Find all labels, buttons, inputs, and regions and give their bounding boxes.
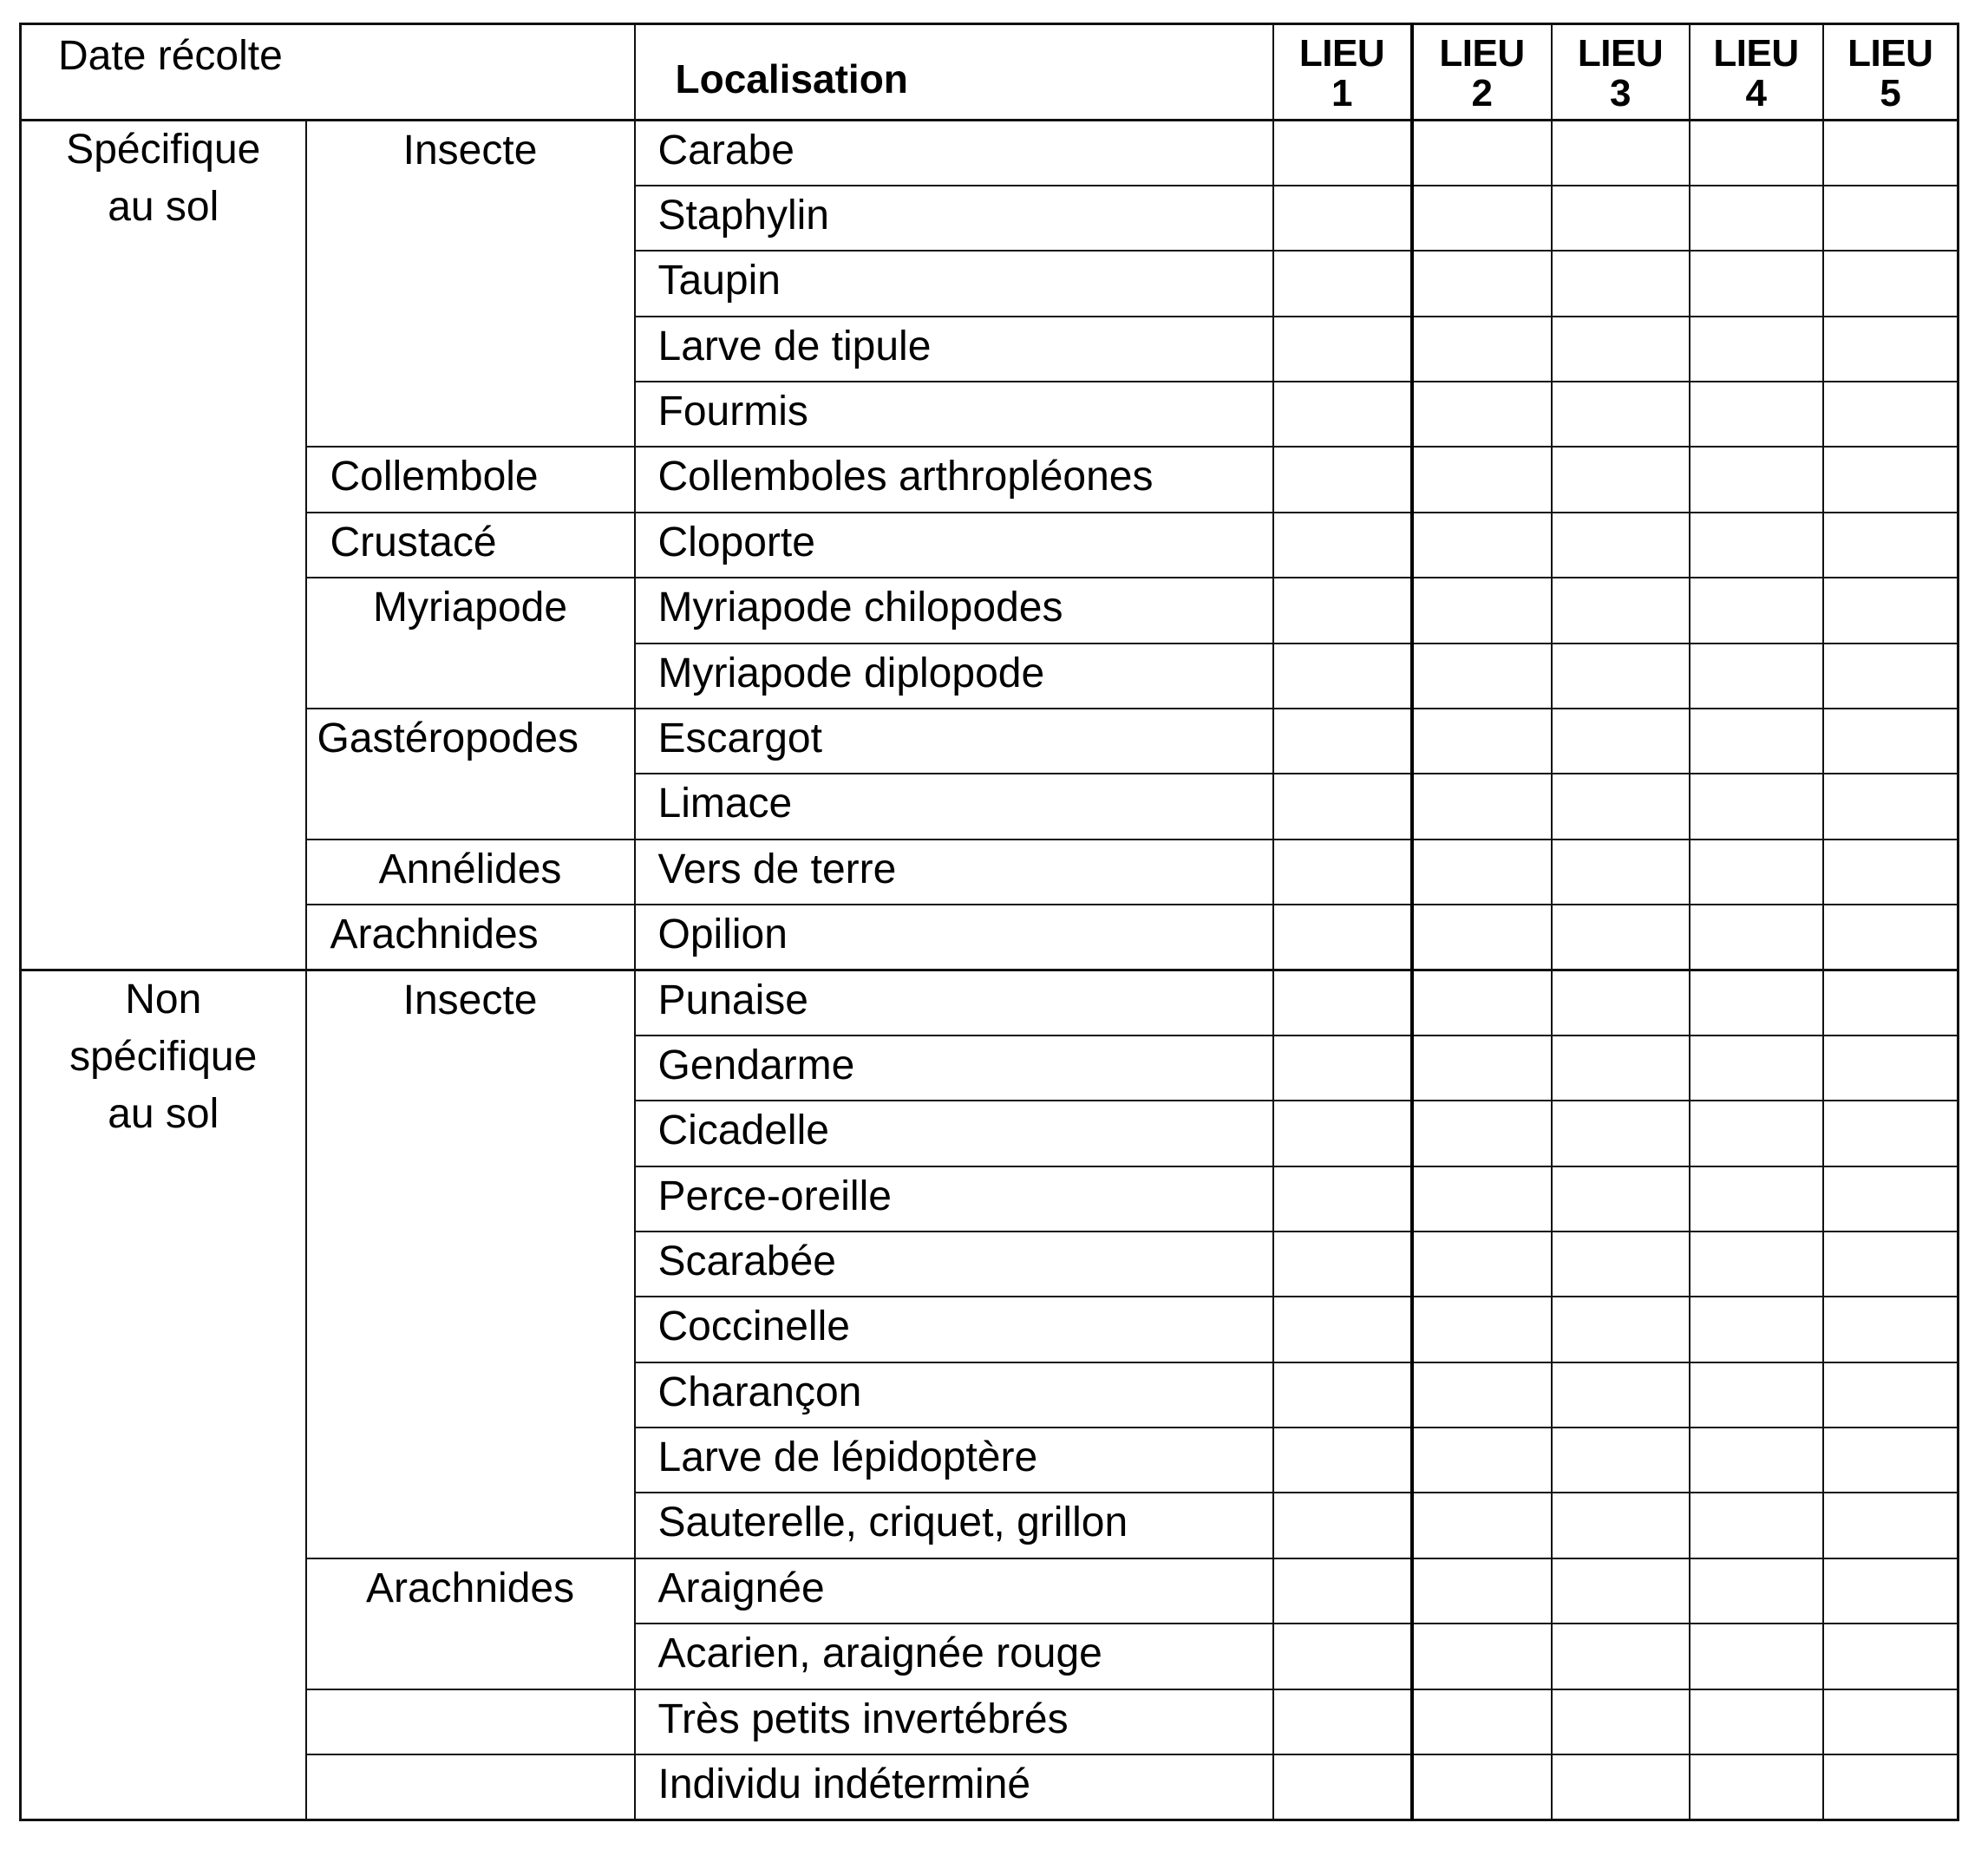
count-cell-lieu-3[interactable] [1552,317,1690,382]
site-number: 3 [1610,72,1631,114]
count-cell-lieu-2[interactable] [1412,121,1552,186]
species-label: Gendarme [657,1042,855,1088]
count-cell-lieu-2[interactable] [1412,1166,1552,1232]
site-heading [1553,25,1689,114]
count-cell-lieu-2[interactable] [1412,1362,1552,1428]
species-label: Myriapode chilopodes [657,585,1063,631]
count-cell-lieu-3[interactable] [1552,251,1690,316]
species-label: Cicadelle [657,1107,829,1154]
count-cell-lieu-3[interactable] [1552,1232,1690,1297]
count-cell-lieu-2[interactable] [1412,1297,1552,1362]
count-cell-lieu-3[interactable] [1552,905,1690,970]
group-label-line: au sol [108,1090,219,1137]
count-cell-lieu-2[interactable] [1412,644,1552,709]
count-cell-lieu-5[interactable] [1823,644,1959,709]
count-cell-lieu-4[interactable] [1690,840,1823,905]
group-cell [21,970,306,1820]
count-cell-lieu-4[interactable] [1690,121,1823,186]
count-cell-lieu-3[interactable] [1552,1166,1690,1232]
count-cell-lieu-4[interactable] [1690,382,1823,447]
group-cell [21,121,306,970]
count-cell-lieu-5[interactable] [1823,513,1959,578]
count-cell-lieu-4[interactable] [1690,1166,1823,1232]
site-label: LIEU [1577,32,1664,75]
count-cell-lieu-3[interactable] [1552,840,1690,905]
count-cell-lieu-5[interactable] [1823,1558,1959,1624]
count-cell-lieu-4[interactable] [1690,1689,1823,1754]
count-cell-lieu-3[interactable] [1552,121,1690,186]
count-cell-lieu-1[interactable] [1273,1689,1412,1754]
species-label: Limace [657,781,793,827]
count-cell-lieu-4[interactable] [1690,1754,1823,1820]
count-cell-lieu-4[interactable] [1690,1036,1823,1101]
count-cell-lieu-2[interactable] [1412,578,1552,643]
site-heading [1414,25,1551,114]
site-label: LIEU [1439,32,1525,75]
species-cell [635,905,1273,970]
category-label: Annélides [378,846,562,892]
count-cell-lieu-3[interactable] [1552,644,1690,709]
count-cell-lieu-5[interactable] [1823,1166,1959,1232]
category-cell [306,121,635,448]
species-cell [635,447,1273,512]
count-cell-lieu-5[interactable] [1823,1493,1959,1558]
count-cell-lieu-5[interactable] [1823,1362,1959,1428]
species-cell [635,121,1273,186]
species-cell [635,1428,1273,1493]
species-cell [635,840,1273,905]
count-cell-lieu-4[interactable] [1690,1558,1823,1624]
count-cell-lieu-1[interactable] [1273,840,1412,905]
count-cell-lieu-1[interactable] [1273,1558,1412,1624]
count-cell-lieu-3[interactable] [1552,1558,1690,1624]
count-cell-lieu-5[interactable] [1823,317,1959,382]
count-cell-lieu-4[interactable] [1690,1428,1823,1493]
group-label [22,121,305,236]
category-label: Crustacé [330,519,497,565]
count-cell-lieu-5[interactable] [1823,774,1959,839]
count-cell-lieu-1[interactable] [1273,1232,1412,1297]
site-number: 2 [1471,72,1493,114]
species-label: Cloporte [657,519,815,565]
count-cell-lieu-4[interactable] [1690,513,1823,578]
count-cell-lieu-3[interactable] [1552,1689,1690,1754]
species-label: Scarabée [657,1238,836,1284]
count-cell-lieu-4[interactable] [1690,1362,1823,1428]
species-label: Opilion [657,911,788,957]
count-cell-lieu-1[interactable] [1273,1036,1412,1101]
species-cell [635,1624,1273,1689]
count-cell-lieu-1[interactable] [1273,1297,1412,1362]
count-cell-lieu-2[interactable] [1412,1101,1552,1166]
count-cell-lieu-5[interactable] [1823,970,1959,1035]
species-cell [635,970,1273,1035]
species-cell [635,1036,1273,1101]
table-row [21,1558,1959,1624]
site-number: 4 [1745,72,1767,114]
count-cell-lieu-2[interactable] [1412,447,1552,512]
table-row [21,447,1959,512]
count-cell-lieu-1[interactable] [1273,317,1412,382]
collection-table [19,23,1959,1821]
count-cell-lieu-5[interactable] [1823,447,1959,512]
header-row [21,24,1959,121]
species-cell [635,317,1273,382]
site-header-2 [1412,24,1552,121]
group-label-line: Non [125,976,202,1023]
count-cell-lieu-1[interactable] [1273,644,1412,709]
table-body [21,121,1959,1820]
count-cell-lieu-5[interactable] [1823,186,1959,251]
species-cell [635,1558,1273,1624]
count-cell-lieu-3[interactable] [1552,382,1690,447]
site-number: 1 [1331,72,1352,114]
count-cell-lieu-3[interactable] [1552,447,1690,512]
count-cell-lieu-1[interactable] [1273,1166,1412,1232]
species-cell [635,1166,1273,1232]
species-label: Perce-oreille [657,1173,892,1219]
count-cell-lieu-4[interactable] [1690,578,1823,643]
count-cell-lieu-5[interactable] [1823,905,1959,970]
species-cell [635,1493,1273,1558]
species-cell [635,1297,1273,1362]
count-cell-lieu-1[interactable] [1273,382,1412,447]
count-cell-lieu-4[interactable] [1690,447,1823,512]
count-cell-lieu-5[interactable] [1823,709,1959,774]
localisation-header-cell [635,24,1273,121]
category-label: Insecte [402,127,538,173]
species-label: Escargot [657,715,822,761]
species-label: Sauterelle, criquet, grillon [657,1499,1128,1546]
count-cell-lieu-4[interactable] [1690,1101,1823,1166]
count-cell-lieu-2[interactable] [1412,186,1552,251]
count-cell-lieu-4[interactable] [1690,774,1823,839]
count-cell-lieu-5[interactable] [1823,382,1959,447]
site-heading [1690,25,1822,114]
species-cell [635,774,1273,839]
category-cell [306,905,635,970]
table-row [21,840,1959,905]
count-cell-lieu-2[interactable] [1412,774,1552,839]
species-label: Charançon [657,1369,862,1415]
count-cell-lieu-5[interactable] [1823,1232,1959,1297]
species-cell [635,1362,1273,1428]
count-cell-lieu-4[interactable] [1690,1624,1823,1689]
count-cell-lieu-2[interactable] [1412,1754,1552,1820]
count-cell-lieu-2[interactable] [1412,1624,1552,1689]
count-cell-lieu-3[interactable] [1552,1754,1690,1820]
species-label: Punaise [657,977,808,1023]
count-cell-lieu-1[interactable] [1273,1624,1412,1689]
count-cell-lieu-1[interactable] [1273,1101,1412,1166]
category-label: Gastéropodes [317,715,579,761]
count-cell-lieu-1[interactable] [1273,970,1412,1035]
species-label: Acarien, araignée rouge [657,1630,1102,1677]
count-cell-lieu-3[interactable] [1552,970,1690,1035]
count-cell-lieu-3[interactable] [1552,1624,1690,1689]
species-label: Vers de terre [657,846,897,892]
count-cell-lieu-1[interactable] [1273,578,1412,643]
count-cell-lieu-2[interactable] [1412,1689,1552,1754]
count-cell-lieu-1[interactable] [1273,1362,1412,1428]
species-label: Taupin [657,258,781,304]
date-label: Date récolte [58,33,283,79]
count-cell-lieu-2[interactable] [1412,1558,1552,1624]
count-cell-lieu-5[interactable] [1823,1754,1959,1820]
species-label: Larve de lépidoptère [657,1434,1038,1480]
category-cell [306,1689,635,1754]
count-cell-lieu-3[interactable] [1552,709,1690,774]
count-cell-lieu-5[interactable] [1823,578,1959,643]
count-cell-lieu-1[interactable] [1273,251,1412,316]
category-label: Insecte [402,977,538,1023]
count-cell-lieu-5[interactable] [1823,1297,1959,1362]
site-heading [1824,25,1958,114]
species-label: Larve de tipule [657,323,932,369]
species-cell [635,186,1273,251]
table-row [21,905,1959,970]
count-cell-lieu-2[interactable] [1412,1493,1552,1558]
count-cell-lieu-4[interactable] [1690,186,1823,251]
category-cell [306,447,635,512]
table-row [21,1754,1959,1820]
site-header-3 [1552,24,1690,121]
count-cell-lieu-2[interactable] [1412,1036,1552,1101]
count-cell-lieu-3[interactable] [1552,1036,1690,1101]
category-cell [306,709,635,840]
site-header-1 [1273,24,1412,121]
count-cell-lieu-1[interactable] [1273,1493,1412,1558]
species-cell [635,513,1273,578]
site-label: LIEU [1298,32,1385,75]
count-cell-lieu-2[interactable] [1412,382,1552,447]
count-cell-lieu-3[interactable] [1552,578,1690,643]
group-label-line: au sol [108,184,219,230]
count-cell-lieu-5[interactable] [1823,1428,1959,1493]
species-label: Fourmis [657,389,808,434]
date-header-cell [21,24,635,121]
count-cell-lieu-1[interactable] [1273,447,1412,512]
count-cell-lieu-1[interactable] [1273,1428,1412,1493]
count-cell-lieu-4[interactable] [1690,1297,1823,1362]
species-label: Collemboles arthropléones [657,454,1154,500]
category-cell [306,578,635,709]
species-cell [635,251,1273,316]
category-cell [306,1754,635,1820]
species-label: Carabe [657,127,795,173]
count-cell-lieu-1[interactable] [1273,513,1412,578]
count-cell-lieu-1[interactable] [1273,1754,1412,1820]
localisation-label: Localisation [675,56,908,101]
count-cell-lieu-5[interactable] [1823,840,1959,905]
count-cell-lieu-2[interactable] [1412,317,1552,382]
category-cell [306,840,635,905]
count-cell-lieu-3[interactable] [1552,1362,1690,1428]
count-cell-lieu-4[interactable] [1690,709,1823,774]
species-cell [635,644,1273,709]
count-cell-lieu-5[interactable] [1823,1101,1959,1166]
site-header-4 [1690,24,1823,121]
species-cell [635,1232,1273,1297]
count-cell-lieu-2[interactable] [1412,1428,1552,1493]
species-cell [635,1689,1273,1754]
site-label: LIEU [1847,32,1933,75]
group-label-line: Spécifique [66,127,261,173]
species-label: Très petits invertébrés [657,1695,1069,1742]
count-cell-lieu-1[interactable] [1273,774,1412,839]
species-cell [635,709,1273,774]
species-label: Araignée [657,1565,825,1611]
table-row [21,513,1959,578]
site-number: 5 [1880,72,1901,114]
category-cell [306,1558,635,1689]
count-cell-lieu-4[interactable] [1690,970,1823,1035]
count-cell-lieu-2[interactable] [1412,840,1552,905]
category-label: Arachnides [330,911,539,957]
count-cell-lieu-4[interactable] [1690,1493,1823,1558]
count-cell-lieu-4[interactable] [1690,1232,1823,1297]
count-cell-lieu-5[interactable] [1823,1036,1959,1101]
count-cell-lieu-1[interactable] [1273,709,1412,774]
count-cell-lieu-3[interactable] [1552,513,1690,578]
count-cell-lieu-5[interactable] [1823,251,1959,316]
table-row [21,578,1959,643]
category-label: Arachnides [365,1565,575,1611]
count-cell-lieu-3[interactable] [1552,774,1690,839]
table-row [21,1689,1959,1754]
count-cell-lieu-3[interactable] [1552,186,1690,251]
count-cell-lieu-4[interactable] [1690,317,1823,382]
species-cell [635,578,1273,643]
count-cell-lieu-5[interactable] [1823,1624,1959,1689]
count-cell-lieu-1[interactable] [1273,186,1412,251]
category-cell [306,970,635,1558]
category-label: Myriapode [372,585,568,631]
count-cell-lieu-2[interactable] [1412,513,1552,578]
count-cell-lieu-2[interactable] [1412,251,1552,316]
category-cell [306,513,635,578]
count-cell-lieu-2[interactable] [1412,970,1552,1035]
count-cell-lieu-5[interactable] [1823,121,1959,186]
count-cell-lieu-3[interactable] [1552,1297,1690,1362]
count-cell-lieu-3[interactable] [1552,1101,1690,1166]
category-label: Collembole [330,454,539,500]
count-cell-lieu-2[interactable] [1412,709,1552,774]
group-label-line: spécifique [69,1033,258,1080]
species-cell [635,382,1273,447]
species-label: Myriapode diplopode [657,650,1045,696]
count-cell-lieu-1[interactable] [1273,121,1412,186]
count-cell-lieu-2[interactable] [1412,905,1552,970]
count-cell-lieu-5[interactable] [1823,1689,1959,1754]
count-cell-lieu-2[interactable] [1412,1232,1552,1297]
count-cell-lieu-4[interactable] [1690,905,1823,970]
species-label: Staphylin [657,192,829,238]
table-row [21,709,1959,774]
species-label: Coccinelle [657,1303,850,1350]
count-cell-lieu-4[interactable] [1690,251,1823,316]
species-cell [635,1754,1273,1820]
site-label: LIEU [1713,32,1799,75]
count-cell-lieu-1[interactable] [1273,905,1412,970]
species-label: Individu indéterminé [657,1761,1031,1807]
table-row [21,970,1959,1035]
species-cell [635,1101,1273,1166]
site-header-5 [1823,24,1959,121]
count-cell-lieu-3[interactable] [1552,1428,1690,1493]
table-row [21,121,1959,186]
site-heading [1274,25,1410,114]
count-cell-lieu-4[interactable] [1690,644,1823,709]
count-cell-lieu-3[interactable] [1552,1493,1690,1558]
group-label [22,971,305,1143]
